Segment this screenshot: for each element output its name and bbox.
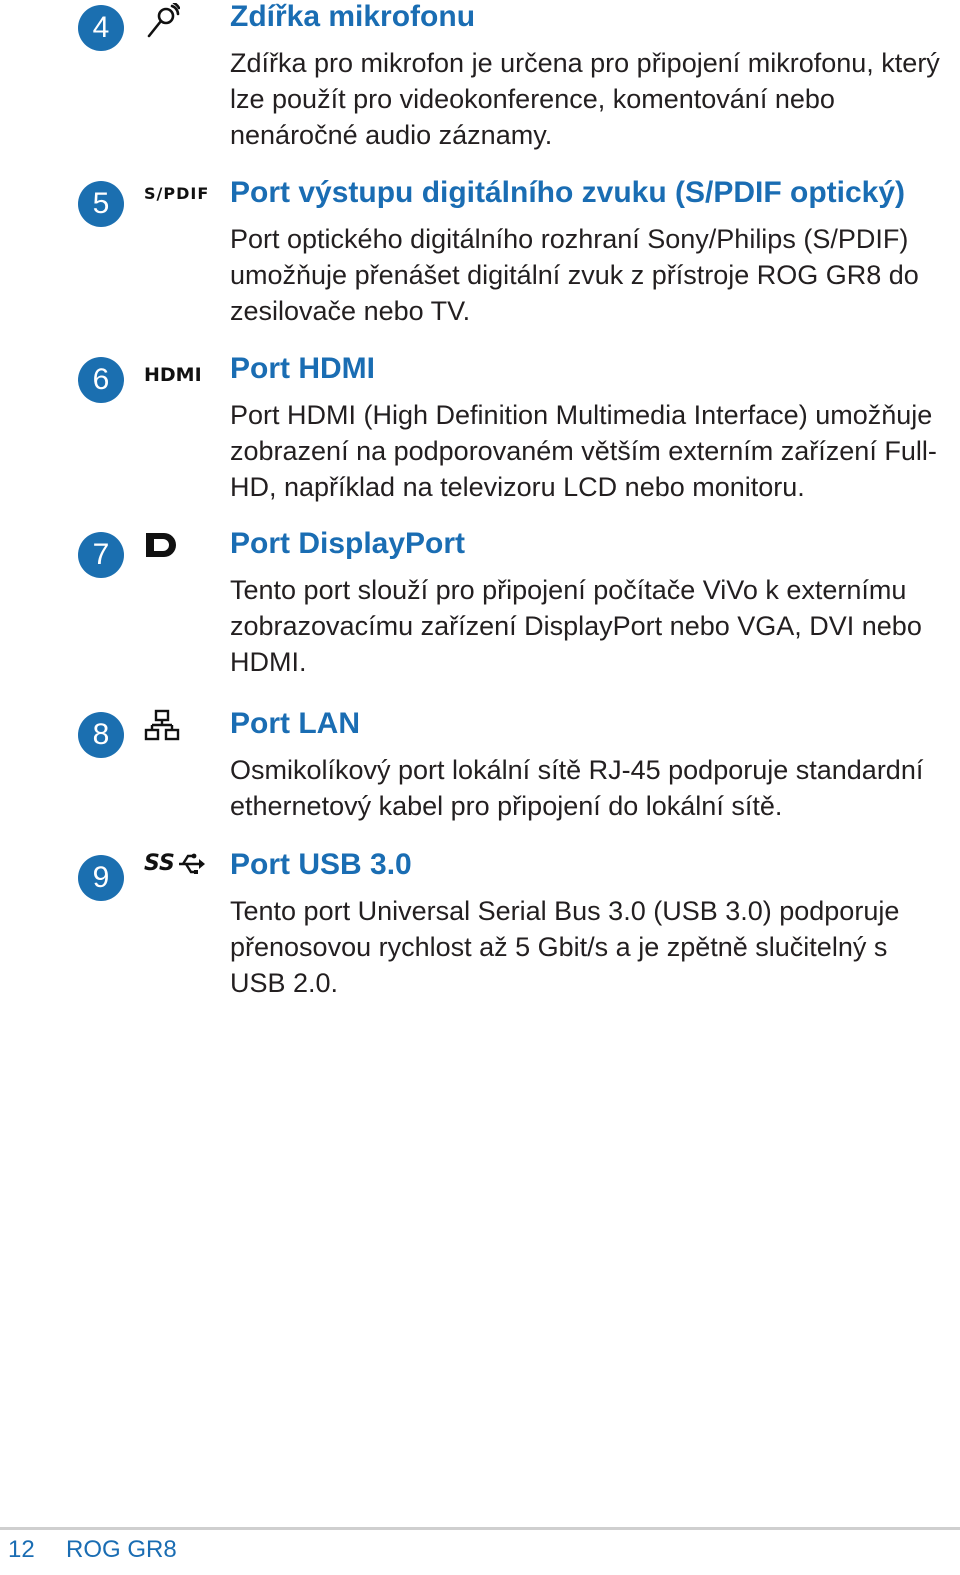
- section-description: Tento port slouží pro připojení počítače ViVo k externímu zobrazovacímu zařízení DisplayPort nebo VGA, DVI nebo HDMI.: [230, 575, 922, 677]
- section-lan-port: [0, 707, 960, 837]
- section-description: Port optického digitálního rozhraní Sony/Philips (S/PDIF) umožňuje přenášet digitální zvuk z přístroje ROG GR8 do zesilovače nebo TV.: [230, 224, 919, 326]
- usb3-icon-label: SS: [144, 851, 175, 876]
- section-hdmi-port: [0, 352, 960, 522]
- section-title: Zdířka mikrofonu: [230, 0, 476, 33]
- hdmi-icon: [144, 364, 202, 386]
- footer-product-name: ROG GR8: [66, 1536, 177, 1563]
- section-title: Port USB 3.0: [230, 848, 412, 881]
- section-title: Port DisplayPort: [230, 527, 466, 560]
- section-description: Tento port Universal Serial Bus 3.0 (USB 3.0) podporuje přenosovou rychlost až 5 Gbit/s a je zpětně slučitelný s USB 2.0.: [230, 896, 900, 998]
- number-badge: 4: [78, 5, 124, 51]
- section-description: Zdířka pro mikrofon je určena pro připojení mikrofonu, který lze použít pro videokonference, komentování nebo nenáročné audio záznamy.: [230, 48, 940, 150]
- lan-icon: [144, 709, 180, 741]
- microphone-icon: [144, 3, 180, 43]
- section-title: Port HDMI: [230, 352, 375, 385]
- section-description: Osmikolíkový port lokální sítě RJ-45 podporuje standardní ethernetový kabel pro připojení do lokální sítě.: [230, 755, 924, 821]
- number-badge: 7: [78, 532, 124, 578]
- footer-divider: [0, 1527, 960, 1530]
- number-badge: 6: [78, 357, 124, 403]
- section-usb3-port: [0, 848, 960, 1018]
- spdif-icon: [144, 184, 209, 203]
- section-spdif-port: [0, 176, 960, 346]
- section-title: Port LAN: [230, 707, 360, 740]
- section-microphone-jack: [0, 0, 960, 170]
- usb3-icon: [144, 851, 205, 876]
- section-description: Port HDMI (High Definition Multimedia Interface) umožňuje zobrazení na podporovaném větším externím zařízení Full-HD, například na televizoru LCD nebo monitoru.: [230, 400, 937, 502]
- number-badge: 9: [78, 855, 124, 901]
- spdif-icon-label: S/PDIF: [144, 184, 210, 203]
- hdmi-icon-label: HDMI: [144, 364, 202, 386]
- number-badge: 8: [78, 712, 124, 758]
- section-title: Port výstupu digitálního zvuku (S/PDIF optický): [230, 176, 906, 209]
- page-number: 12: [8, 1536, 35, 1563]
- number-badge: 5: [78, 181, 124, 227]
- section-displayport-port: [0, 527, 960, 697]
- displayport-icon: [144, 531, 180, 559]
